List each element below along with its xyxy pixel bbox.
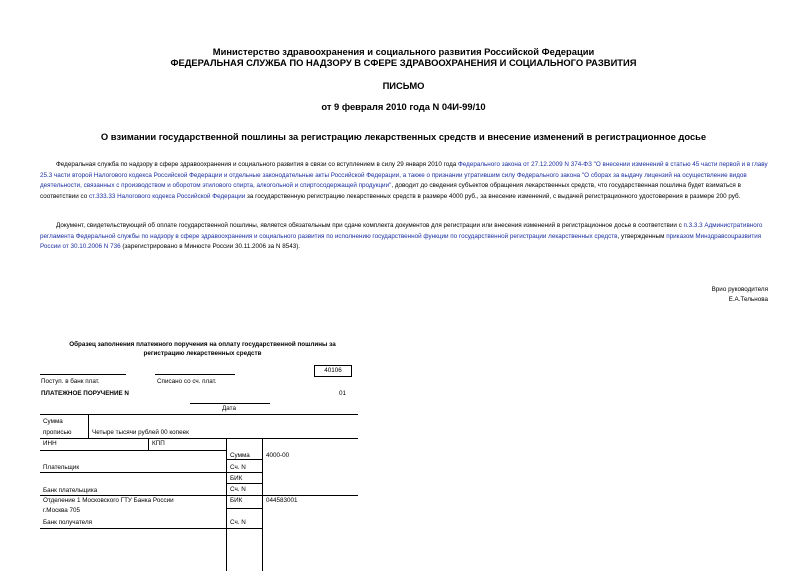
paragraph-1-text-a: Федеральная служба по надзору в сфере здравоохранения и социального развития в связи со вступлением в силу 29 января 2010 года <box>56 161 459 168</box>
paragraph-1 <box>40 160 773 202</box>
signature-position: Врио руководителя <box>711 286 768 293</box>
service-name: ФЕДЕРАЛЬНАЯ СЛУЖБА ПО НАДЗОРУ В СФЕРЕ ЗДРАВООХРАНЕНИЯ И СОЦИАЛЬНОГО РАЗВИТИЯ <box>170 57 637 68</box>
sum-label-2: прописью <box>43 429 72 436</box>
form-vertical-divider-2 <box>262 438 263 571</box>
inn-row-top <box>40 438 358 439</box>
paragraph-2-text-a: Документ, свидетельствующий об оплате государственной пошлины, является обязательным при сдаче комплекта документов для регистрации или внесения изменений в регистрационное досье в соответствии с <box>56 222 684 229</box>
sum-row-bottom <box>226 459 262 460</box>
recipient-bank-label: Банк получателя <box>43 519 93 526</box>
paragraph-2 <box>40 221 773 253</box>
payer-row-bottom <box>40 472 262 473</box>
payer-bank-account-label: Сч. N <box>230 486 246 493</box>
order-736-link[interactable]: приказом Минздравсоцразвития России от 30.10.2006 N 736 <box>40 232 762 251</box>
federal-law-374fz-link[interactable]: Федерального закона от 27.12.2009 N 374-ФЗ "О внесении изменений в статью 45 части первой и в главу 25.3 части второй Налогового кодекса Российской Федерации и отдельные законодательные акты Российской Федерации, а также о признании утратившим силу Федерального закона "О сборах за выдачу лицензий на осуществление видов деятельности, связанных с производством и оборотом этилового спирта, алкогольной и спиртосодержащей продукции" <box>40 161 768 190</box>
recipient-bik-label: БИК <box>230 497 243 504</box>
document-type: ПИСЬМО <box>382 80 425 91</box>
form-caption: Образец заполнения платежного поручения на оплату государственной пошлины за регистрацию лекарственных средств <box>69 341 336 357</box>
paragraph-2-text-c: (зарегистрировано в Минюсте России 30.11.2006 за N 8543). <box>120 243 301 251</box>
inn-row-bottom <box>40 450 226 451</box>
paragraph-1-text-b: , доводит до сведения субъектов обращения лекарственных средств, что государственная пошлина будет взиматься в соответствии со <box>40 182 741 200</box>
received-line <box>40 374 126 375</box>
debited-label: Списано со сч. плат. <box>157 378 217 385</box>
recipient-bik-row-bottom <box>226 508 262 509</box>
inn-kpp-divider <box>148 438 149 450</box>
debited-line <box>155 374 235 375</box>
recipient-account-label: Сч. N <box>230 519 246 526</box>
date-label: Дата <box>222 405 236 412</box>
inn-label: ИНН <box>43 440 57 447</box>
form-code-box: 40106 <box>314 365 352 377</box>
kpp-label: КПП <box>152 440 165 447</box>
sum-words: Четыре тысячи рублей 00 копеек <box>92 429 189 436</box>
recipient-bank-row-bottom <box>40 528 262 529</box>
sum-field-label: Сумма <box>230 452 250 459</box>
sum-divider <box>88 414 89 438</box>
bik-row-bottom <box>226 483 262 484</box>
tax-code-article-link[interactable]: ст.333.33 Налогового кодекса Российской Федерации <box>88 192 246 200</box>
sum-label-1: Сумма <box>43 418 63 425</box>
payer-bank-label: Банк плательщика <box>43 487 98 494</box>
recipient-bik-value: 044583001 <box>266 497 298 504</box>
ministry-name: Министерство здравоохранения и социального развития Российской Федерации <box>212 46 595 57</box>
recipient-bank-name-1: Отделение 1 Московского ГТУ Банка России <box>43 497 174 504</box>
recipient-bank-name-2: г.Москва 705 <box>43 507 81 514</box>
payer-account-label: Сч. N <box>230 464 246 471</box>
received-label: Поступ. в банк плат. <box>41 378 100 385</box>
payment-order-title: ПЛАТЕЖНОЕ ПОРУЧЕНИЕ N <box>41 390 129 397</box>
payer-label: Плательщик <box>43 464 80 471</box>
admin-regulation-link[interactable]: п.3.3.3 Административного регламента Федеральной службы по надзору в сфере здравоохранения и социального развития по исполнению государственной функции по государственной регистрации лекарственных средств <box>40 222 763 240</box>
sum-field-value: 4000-00 <box>266 452 290 459</box>
document-title: О взимании государственной пошлины за регистрацию лекарственных средств и внесение изменений в регистрационное досье <box>100 131 707 142</box>
paragraph-1-text-c: за государственную регистрацию лекарственных средств в размере 4000 руб., за внесение изменений, с выдачей регистрационного удостоверения в размере 200 руб. <box>245 192 741 200</box>
document-date-number: от 9 февраля 2010 года N 04И-99/10 <box>321 101 486 112</box>
payer-bik-label: БИК <box>230 475 243 482</box>
payment-order-code: 01 <box>339 390 347 397</box>
form-vertical-divider-1 <box>226 438 227 571</box>
signature-name: Е.А.Тельнова <box>728 296 768 303</box>
paragraph-2-text-b: , утвержденным <box>617 232 667 240</box>
